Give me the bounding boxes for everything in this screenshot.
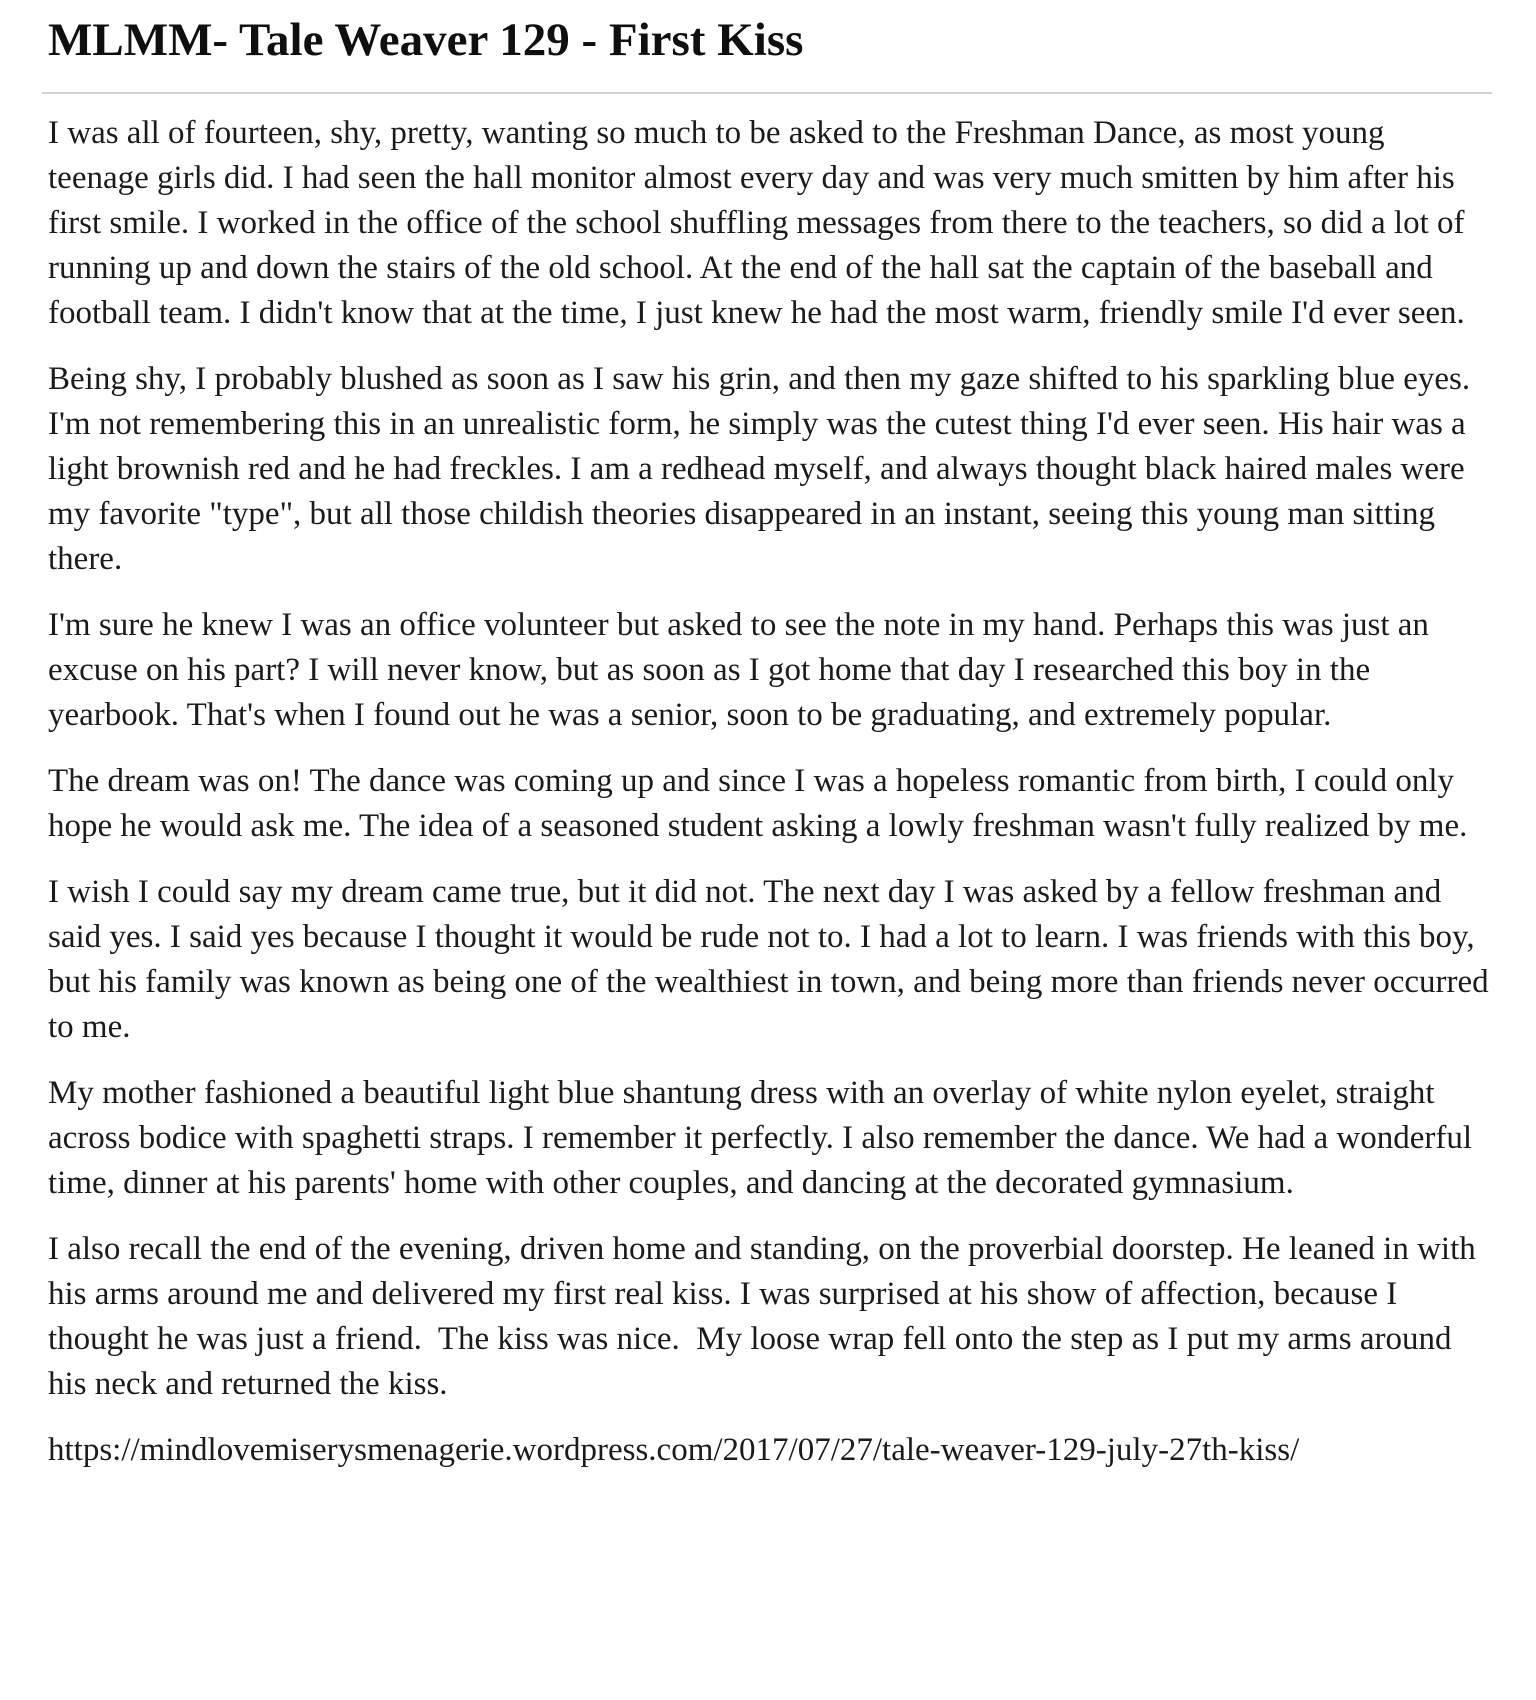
page-title: MLMM- Tale Weaver 129 - First Kiss [48,14,804,66]
title-divider [42,92,1492,94]
article-paragraph: I wish I could say my dream came true, but it did not. The next day I was asked by a fellow freshman and said yes. I said yes because I thought it would be rude not to. I had a lot to learn. I was friends with this boy, but his family was known as being one of the wealthiest in town, and being more than friends never occurred to me. [48,874,1497,1046]
article-paragraph: Being shy, I probably blushed as soon as I saw his grin, and then my gaze shifted to his sparkling blue eyes. I'm not remembering this in an unrealistic form, he simply was the cutest thing I'd ever seen. His hair was a light brownish red and he had freckles. I am a redhead myself, and always thought black haired males were my favorite "type", but all those childish theories disappeared in an instant, seeing this young man sitting there. [48,361,1479,578]
article-paragraph: I'm sure he knew I was an office volunteer but asked to see the note in my hand. Perhaps this was just an excuse on his part? I will never know, but as soon as I got home that day I researched this boy in the yearbook. That's when I found out he was a senior, soon to be graduating, and extremely popular. [48,607,1438,734]
article-paragraph: My mother fashioned a beautiful light blue shantung dress with an overlay of white nylon eyelet, straight across bodice with spaghetti straps. I remember it perfectly. I also remember the dance. We had a wonderful time, dinner at his parents' home with other couples, and dancing at the decorated gymnasium. [48,1075,1481,1202]
article-paragraph: I also recall the end of the evening, driven home and standing, on the proverbial doorstep. He leaned in with his arms around me and delivered my first real kiss. I was surprised at his show of affection, because I thought he was just a friend. The kiss was nice. My loose wrap fell onto the step as I put my arms around his neck and returned the kiss. [48,1231,1484,1403]
article-paragraph: The dream was on! The dance was coming up and since I was a hopeless romantic from birth, I could only hope he would ask me. The idea of a seasoned student asking a lowly freshman wasn't fully realized by me. [48,763,1468,845]
source-url-text: https://mindlovemiserysmenagerie.wordpress.com/2017/07/27/tale-weaver-129-july-27th-kiss/ [48,1432,1300,1469]
article-paragraph: I was all of fourteen, shy, pretty, wanting so much to be asked to the Freshman Dance, as most young teenage girls did. I had seen the hall monitor almost every day and was very much smitten by him after his first smile. I worked in the office of the school shuffling messages from there to the teachers, so did a lot of running up and down the stairs of the old school. At the end of the hall sat the captain of the baseball and football team. I didn't know that at the time, I just knew he had the most warm, friendly smile I'd ever seen. [48,115,1473,332]
